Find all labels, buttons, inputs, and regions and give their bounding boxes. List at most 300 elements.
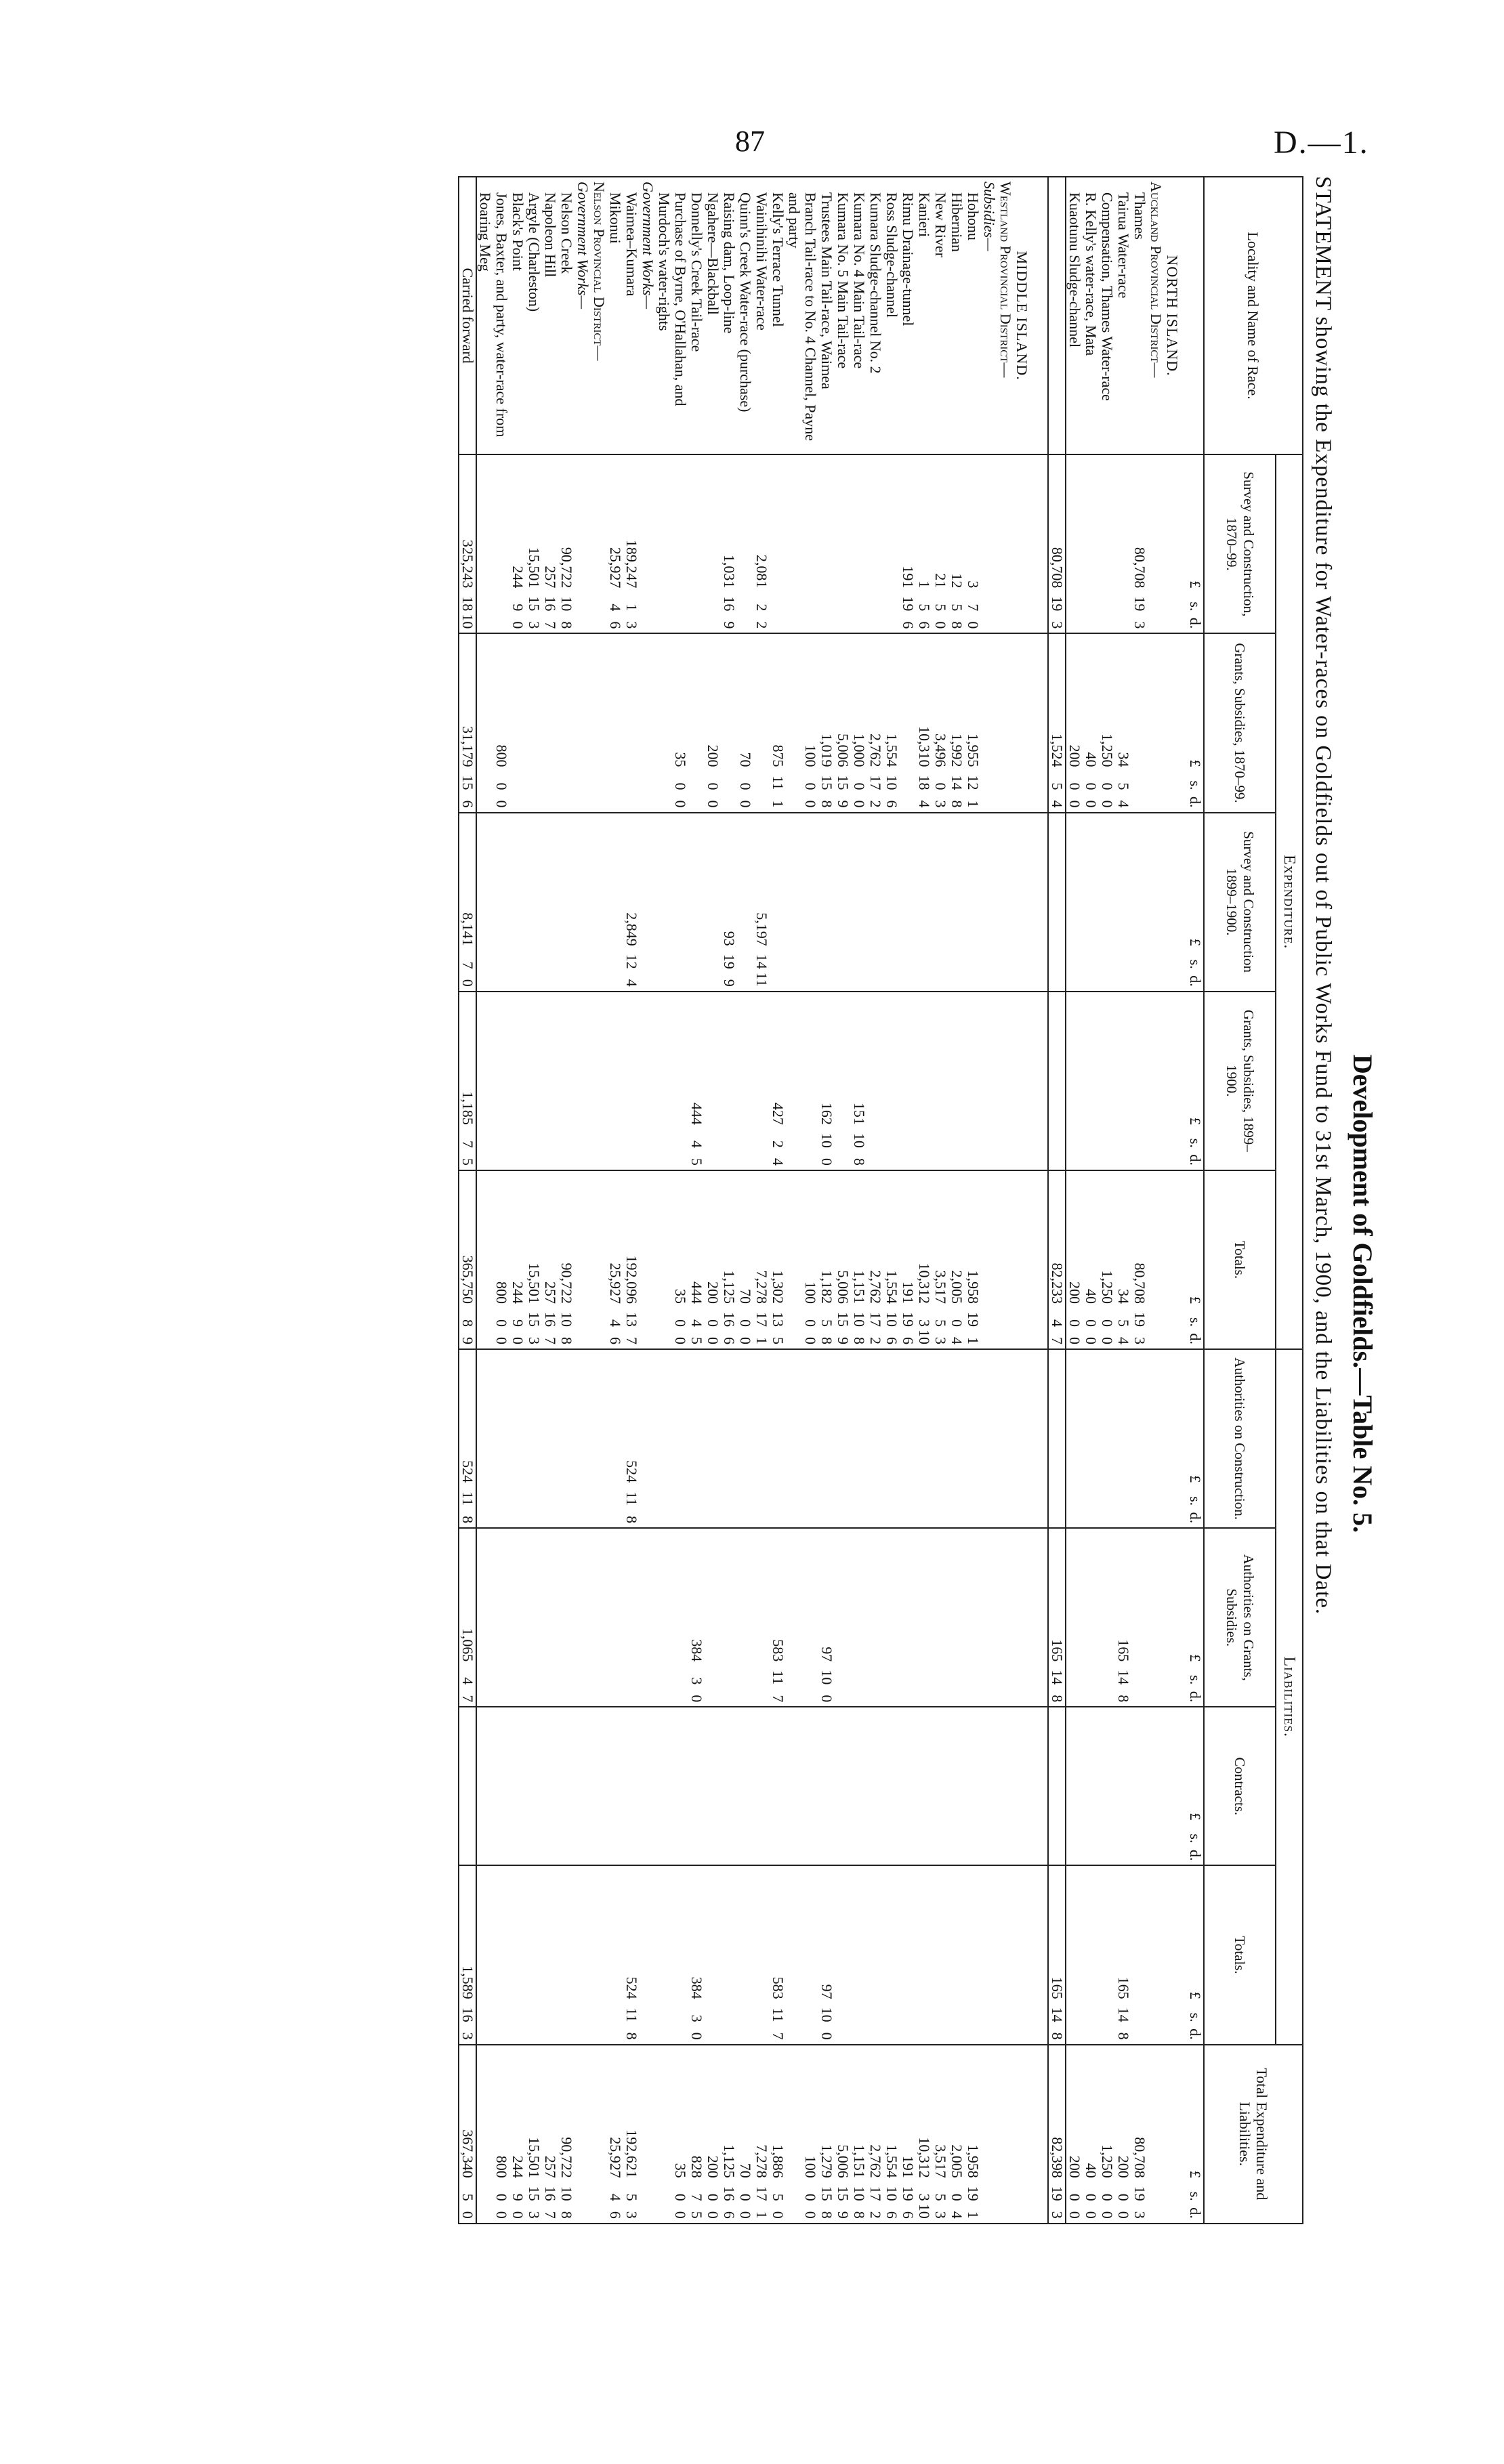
pence: 0	[818, 1695, 835, 1703]
carried-forward-row	[459, 177, 476, 2410]
amount-cell	[900, 1528, 916, 1707]
shillings: 19	[1049, 2186, 1066, 2201]
unit-s: s.	[1187, 1138, 1204, 1148]
shillings: 13	[770, 1312, 787, 1327]
pence: 3	[1049, 621, 1066, 629]
shillings: 16	[721, 596, 738, 612]
pence: 3	[1131, 621, 1148, 629]
amount-cell	[965, 1170, 981, 1349]
amount-cell	[948, 2045, 965, 2224]
amount-cell	[916, 1349, 932, 1528]
amount-cell	[575, 633, 591, 812]
pence: 6	[900, 1337, 917, 1345]
pounds: 165	[1115, 1639, 1132, 1662]
pounds: 1,000	[851, 734, 868, 767]
unit-d: d.	[1187, 796, 1204, 808]
shillings: 15	[835, 2186, 852, 2201]
amount-cell	[900, 1349, 916, 1528]
amount-cell	[591, 2045, 607, 2224]
amount-cell	[753, 992, 770, 1170]
amount-cell	[1099, 1865, 1115, 2044]
amount-cell	[818, 1349, 835, 1528]
table-row	[542, 177, 558, 2410]
shillings: 12	[623, 954, 640, 969]
amount-cell	[1115, 1865, 1131, 2044]
pence: 8	[1049, 2032, 1066, 2040]
amount-cell	[526, 633, 542, 812]
pence: 4	[948, 1337, 965, 1345]
shillings: 16	[542, 1312, 559, 1327]
pounds: 40	[1083, 2163, 1100, 2178]
amount-cell	[640, 813, 656, 992]
amount-cell	[623, 1170, 640, 1349]
amount-cell	[623, 1349, 640, 1528]
shillings: 5	[818, 1319, 835, 1327]
pounds: 82,233	[1049, 1262, 1066, 1304]
amount-cell	[786, 2045, 818, 2224]
shillings: 10	[883, 2186, 900, 2201]
shillings: 4	[607, 2193, 624, 2201]
pence: 2	[753, 621, 770, 629]
pounds: 200	[1066, 744, 1083, 767]
amount-cell	[1048, 813, 1066, 992]
pounds: 1,185	[459, 1091, 476, 1125]
pence: 5	[770, 1337, 787, 1345]
shillings: 19	[900, 596, 917, 612]
pounds: 3,517	[932, 1270, 949, 1304]
amount-cell	[656, 1528, 688, 1707]
units-row	[1180, 177, 1204, 2410]
shillings: 10	[818, 1132, 835, 1148]
shillings: 5	[932, 1319, 949, 1327]
amount-cell	[1083, 1528, 1099, 1707]
pounds: 97	[818, 1984, 835, 1999]
category-name: Subsidies—	[981, 177, 997, 454]
pence: 0	[965, 621, 982, 629]
amount-cell	[1148, 1528, 1164, 1707]
amount-cell	[965, 1865, 981, 2044]
spacer-cell	[1030, 1349, 1048, 1528]
pence: 0	[509, 621, 526, 629]
pounds: 12	[948, 573, 965, 589]
amount-cell	[591, 1528, 607, 1707]
amount-cell	[835, 1349, 851, 1528]
amount-cell	[542, 1528, 558, 1707]
amount-cell	[476, 1170, 509, 1349]
pence: 0	[818, 1157, 835, 1166]
pounds: 191	[900, 566, 917, 589]
survey-1870-99-header: Survey and Construction, 1870–99.	[1204, 454, 1276, 633]
table-row	[867, 177, 883, 2410]
amount-cell	[1131, 2045, 1148, 2224]
shillings: 15	[526, 596, 543, 612]
amount-cell	[1014, 1865, 1030, 2044]
shillings: 0	[851, 782, 868, 790]
race-name: Kumara No. 5 Main Tail-race	[835, 177, 851, 454]
amount-cell	[916, 813, 932, 992]
amount-cell	[591, 992, 607, 1170]
amount-cell	[948, 1707, 965, 1865]
table-row	[916, 177, 932, 2410]
amount-cell	[900, 633, 916, 812]
pounds: 100	[802, 2155, 819, 2178]
amount-cell	[835, 633, 851, 812]
amount-cell	[948, 992, 965, 1170]
pence: 8	[851, 1337, 868, 1345]
shillings: 4	[607, 1319, 624, 1327]
units-cell	[1180, 1349, 1204, 1528]
amount-cell	[965, 2045, 981, 2224]
unit-d: d.	[1187, 617, 1204, 629]
shillings: 17	[753, 2186, 770, 2201]
amount-cell	[591, 1349, 607, 1528]
expenditure-header: Expenditure.	[1276, 454, 1303, 1349]
amount-cell	[1083, 1865, 1099, 2044]
amount-cell	[1131, 1707, 1148, 1865]
amount-cell	[900, 1170, 916, 1349]
spacer-cell	[1030, 813, 1048, 992]
pence: 7	[1049, 1337, 1066, 1345]
amount-cell	[459, 2045, 476, 2224]
pence: 0	[688, 2032, 705, 2040]
amount-cell	[526, 1528, 542, 1707]
amount-cell	[997, 813, 1014, 992]
district-row	[1148, 177, 1164, 2410]
shillings: 16	[542, 2186, 559, 2201]
amount-cell	[997, 1865, 1014, 2044]
amount-cell	[705, 1170, 721, 1349]
amount-cell	[558, 454, 575, 633]
amount-cell	[1099, 633, 1115, 812]
pounds: 2,762	[867, 1270, 884, 1304]
amount-cell	[607, 992, 623, 1170]
unit-l: £	[1187, 1991, 1204, 1999]
amount-cell	[721, 1865, 737, 2044]
spacer-row	[1030, 177, 1048, 2410]
amount-cell	[1048, 1170, 1066, 1349]
amount-cell	[1066, 813, 1083, 992]
pence: 3	[623, 621, 640, 629]
amount-cell	[835, 2045, 851, 2224]
pounds: 200	[705, 2155, 722, 2178]
amount-cell	[737, 1349, 753, 1528]
race-name: Carried forward	[459, 177, 476, 454]
amount-cell	[476, 1349, 509, 1528]
amount-cell	[623, 454, 640, 633]
pounds: 1,886	[770, 2144, 787, 2178]
amount-cell	[818, 813, 835, 992]
race-name: Hohonu	[965, 177, 981, 454]
amount-cell	[558, 1707, 575, 1865]
amount-cell	[981, 1170, 997, 1349]
unit-l: £	[1187, 1117, 1204, 1125]
shillings: 0	[493, 1319, 510, 1327]
amount-cell	[883, 1170, 900, 1349]
amount-cell	[607, 454, 623, 633]
units-cell	[1180, 633, 1204, 812]
amount-cell	[786, 1865, 818, 2044]
shillings: 12	[965, 775, 982, 790]
amount-cell	[932, 1170, 948, 1349]
amount-cell	[623, 1865, 640, 2044]
shillings: 0	[1083, 1319, 1100, 1327]
amount-cell	[1148, 2045, 1164, 2224]
amount-cell	[916, 1170, 932, 1349]
shillings: 17	[867, 775, 884, 790]
shillings: 5	[932, 603, 949, 612]
amount-cell	[721, 992, 737, 1170]
spacer-cell	[1030, 2045, 1048, 2224]
authorities-grants-header: Authorities on Grants, Subsidies.	[1204, 1528, 1276, 1707]
unit-l: £	[1187, 1654, 1204, 1662]
unit-s: s.	[1187, 1675, 1204, 1685]
amount-cell	[770, 1865, 786, 2044]
amount-cell	[818, 1865, 835, 2044]
shillings: 17	[867, 2186, 884, 2201]
race-name: Argyle (Charleston)	[526, 177, 542, 454]
amount-cell	[753, 1349, 770, 1528]
pence: 8	[818, 2211, 835, 2219]
amount-cell	[981, 633, 997, 812]
pounds: 100	[802, 1281, 819, 1304]
pence: 6	[916, 621, 933, 629]
amount-cell	[640, 1528, 656, 1707]
amount-cell	[509, 454, 526, 633]
unit-d: d.	[1187, 1691, 1204, 1703]
amount-cell	[542, 813, 558, 992]
amount-cell	[997, 992, 1014, 1170]
pounds: 10,312	[916, 1262, 933, 1304]
amount-cell	[1099, 992, 1115, 1170]
amount-cell	[997, 1528, 1014, 1707]
shillings: 19	[965, 1312, 982, 1327]
pounds: 191	[900, 2155, 917, 2178]
pounds: 34	[1115, 752, 1132, 767]
shillings: 10	[883, 1312, 900, 1327]
amount-cell	[607, 1170, 623, 1349]
table-row	[607, 177, 623, 2410]
amount-cell	[818, 1528, 835, 1707]
race-name: Mikonui	[607, 177, 623, 454]
pence: 8	[948, 800, 965, 808]
shillings: 0	[948, 2193, 965, 2201]
pounds: 800	[493, 1281, 510, 1304]
shillings: 16	[721, 1312, 738, 1327]
amount-cell	[851, 1170, 867, 1349]
shillings: 5	[623, 2193, 640, 2201]
amount-cell	[1083, 992, 1099, 1170]
amount-cell	[916, 633, 932, 812]
amount-cell	[851, 633, 867, 812]
amount-cell	[932, 2045, 948, 2224]
amount-cell	[786, 992, 818, 1170]
amount-cell	[1115, 633, 1131, 812]
pence: 9	[459, 1337, 476, 1345]
amount-cell	[1131, 1349, 1148, 1528]
shillings: 0	[737, 2193, 754, 2201]
liabilities-header: Liabilities.	[1276, 1349, 1303, 2045]
amount-cell	[607, 633, 623, 812]
pence: 5	[459, 1157, 476, 1166]
shillings: 0	[932, 782, 949, 790]
shillings: 15	[526, 1312, 543, 1327]
pence: 6	[607, 1337, 624, 1345]
statement-heading: STATEMENT showing the Expenditure for Water-races on Goldfields out of Public Works Fund to 31st March, 1900, and the Liabilities on that Date.	[1311, 176, 1335, 1615]
amount-cell	[981, 454, 997, 633]
amount-cell	[786, 813, 818, 992]
shillings: 0	[737, 1319, 754, 1327]
table-row	[705, 177, 721, 2410]
pence: 7	[542, 1337, 559, 1345]
amount-cell	[640, 454, 656, 633]
pence: 0	[818, 2032, 835, 2040]
shillings: 4	[688, 1140, 705, 1148]
race-name: Black's Point	[509, 177, 526, 454]
pounds: 162	[818, 1102, 835, 1125]
pounds: 191	[900, 1281, 917, 1304]
shillings: 8	[459, 1319, 476, 1327]
amount-cell	[1014, 1170, 1030, 1349]
pounds: 200	[1066, 2155, 1083, 2178]
pounds: 524	[623, 1460, 640, 1483]
amount-cell	[1066, 1707, 1083, 1865]
amount-cell	[575, 1865, 591, 2044]
shillings: 15	[526, 2186, 543, 2201]
pence: 0	[1083, 2211, 1100, 2219]
unit-s: s.	[1187, 1317, 1204, 1327]
amount-cell	[737, 992, 753, 1170]
pounds: 34	[1115, 1289, 1132, 1304]
pounds: 244	[509, 1281, 526, 1304]
amount-cell	[575, 1349, 591, 1528]
unit-s: s.	[1187, 2012, 1204, 2022]
pence: 7	[459, 1695, 476, 1703]
unit-l: £	[1187, 759, 1204, 767]
grants-1870-99-header: Grants, Subsidies, 1870–99.	[1204, 633, 1276, 812]
amount-cell	[476, 1865, 509, 2044]
amount-cell	[1131, 1170, 1148, 1349]
amount-cell	[965, 992, 981, 1170]
amount-cell	[916, 2045, 932, 2224]
amount-cell	[932, 992, 948, 1170]
unit-s: s.	[1187, 2191, 1204, 2201]
race-name: Ngahere—Blackball	[705, 177, 721, 454]
amount-cell	[1115, 2045, 1131, 2224]
pounds: 800	[493, 2155, 510, 2178]
amount-cell	[509, 2045, 526, 2224]
pence: 8	[623, 1516, 640, 1524]
amount-cell	[705, 1528, 721, 1707]
pence: 2	[867, 1337, 884, 1345]
amount-cell	[1115, 1170, 1131, 1349]
amount-cell	[558, 1170, 575, 1349]
amount-cell	[965, 1528, 981, 1707]
amount-cell	[818, 1707, 835, 1865]
amount-cell	[688, 813, 705, 992]
pence: 9	[835, 1337, 852, 1345]
shillings: 0	[1115, 2193, 1132, 2201]
pounds: 70	[737, 1289, 754, 1304]
amount-cell	[476, 1707, 509, 1865]
amount-cell	[916, 1707, 932, 1865]
shillings: 2	[753, 603, 770, 612]
amount-cell	[753, 633, 770, 812]
shillings: 10	[558, 1312, 575, 1327]
pence: 6	[900, 2211, 917, 2219]
shillings: 9	[509, 2193, 526, 2201]
pence: 10	[916, 2203, 933, 2219]
amount-cell	[997, 1349, 1014, 1528]
page-number: 87	[735, 125, 765, 158]
pounds: 192,096	[623, 1255, 640, 1304]
amount-cell	[607, 2045, 623, 2224]
amount-cell	[656, 1707, 688, 1865]
amount-cell	[851, 813, 867, 992]
amount-cell	[997, 2045, 1014, 2224]
amount-cell	[476, 454, 509, 633]
shillings: 7	[965, 603, 982, 612]
pounds: 165	[1049, 1976, 1066, 1999]
pence: 7	[623, 1337, 640, 1345]
unit-s: s.	[1187, 959, 1204, 969]
pounds: 10,312	[916, 2137, 933, 2178]
shillings: 10	[818, 2007, 835, 2022]
unit-d: d.	[1187, 1154, 1204, 1166]
table-row	[965, 177, 981, 2410]
amount-cell	[705, 813, 721, 992]
amount-cell	[526, 1349, 542, 1528]
pounds: 93	[721, 931, 738, 946]
pence: 9	[721, 979, 738, 987]
amount-cell	[459, 1865, 476, 2044]
pence: 3	[526, 2211, 543, 2219]
amount-cell	[883, 1707, 900, 1865]
amount-cell	[770, 1349, 786, 1528]
amount-cell	[705, 633, 721, 812]
amount-cell	[721, 633, 737, 812]
amount-cell	[1131, 1865, 1148, 2044]
shillings: 11	[623, 1491, 640, 1506]
amount-cell	[705, 1349, 721, 1528]
amount-cell	[640, 1707, 656, 1865]
pence: 0	[705, 2211, 722, 2219]
amount-cell	[786, 633, 818, 812]
amount-cell	[867, 1349, 883, 1528]
pounds: 25,927	[607, 1262, 624, 1304]
table-row	[835, 177, 851, 2410]
units-cell	[1180, 1707, 1204, 1865]
spacer-cell	[1030, 1528, 1048, 1707]
race-name: Compensation, Thames Water-race	[1099, 177, 1115, 454]
amount-cell	[786, 454, 818, 633]
amount-cell	[526, 1170, 542, 1349]
shillings: 0	[1066, 782, 1083, 790]
amount-cell	[623, 1707, 640, 1865]
amount-cell	[1066, 1170, 1083, 1349]
amount-cell	[1066, 992, 1083, 1170]
pounds: 100	[802, 744, 819, 767]
units-cell	[1180, 1170, 1204, 1349]
locality-header: Locality and Name of Race.	[1204, 177, 1303, 454]
amount-cell	[476, 1528, 509, 1707]
pence: 0	[493, 2211, 510, 2219]
amount-cell	[932, 1707, 948, 1865]
pence: 0	[737, 800, 754, 808]
amount-cell	[867, 1707, 883, 1865]
amount-cell	[851, 1528, 867, 1707]
pence: 0	[1066, 800, 1083, 808]
amount-cell	[786, 1707, 818, 1865]
